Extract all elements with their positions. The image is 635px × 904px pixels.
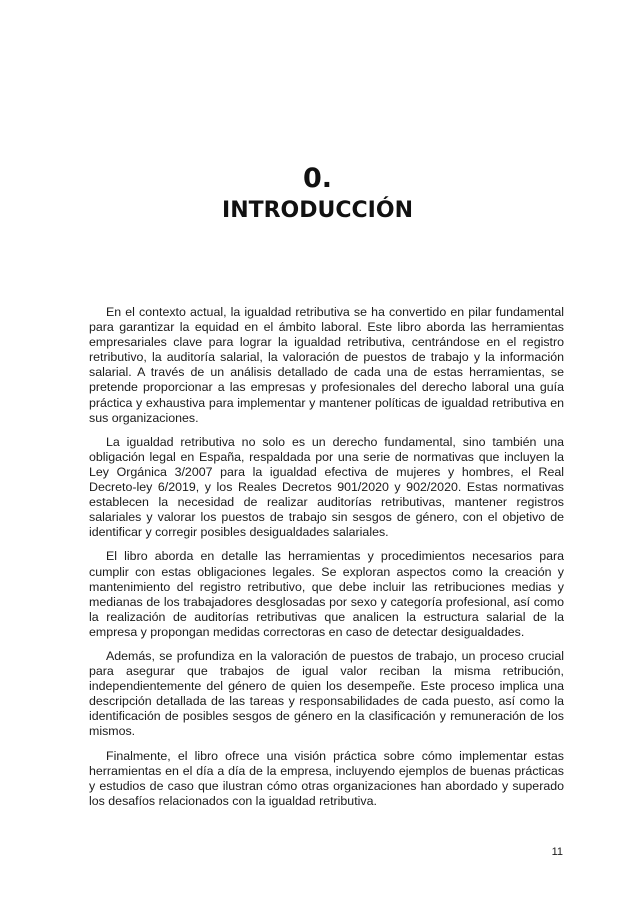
paragraph: El libro aborda en detalle las herramientas y procedimientos necesarios para cumplir con estas obligaciones legales. Se exploran aspectos como la creación y mantenimiento del registro retributivo, que debe incluir las retribuciones medias y medianas de los trabajadores desglosadas por sexo y categoría profesional, así como la realización de auditorías retributivas que analicen la estructura salarial de la empresa y propongan medidas correctoras en caso de detectar desigualdades. bbox=[89, 549, 564, 639]
paragraph: La igualdad retributiva no solo es un derecho fundamental, sino también una obligación legal en España, respaldada por una serie de normativas que incluyen la Ley Orgánica 3/2007 para la igualdad efectiva de mujeres y hombres, el Real Decreto-ley 6/2019, y los Reales Decretos 901/2020 y 902/2020. Estas normativas establecen la necesidad de realizar auditorías retributivas, mantener registros salariales y valorar los puestos de trabajo sin sesgos de género, con el objetivo de identificar y corregir posibles desigualdades salariales. bbox=[89, 434, 564, 540]
chapter-title: INTRODUCCIÓN bbox=[222, 198, 413, 223]
chapter-number: 0. bbox=[302, 163, 333, 194]
paragraph: Finalmente, el libro ofrece una visión práctica sobre cómo implementar estas herramientas en el día a día de la empresa, incluyendo ejemplos de buenas prácticas y estudios de caso que ilustran cómo otras organizaciones han abordado y superado los desafíos relacionados con la igualdad retributiva. bbox=[89, 748, 564, 808]
paragraph: En el contexto actual, la igualdad retributiva se ha convertido en pilar fundamental para garantizar la equidad en el ámbito laboral. Este libro aborda las herramientas empresariales clave para lograr la igualdad retributiva, centrándose en el registro retributivo, la auditoría salarial, la valoración de puestos de trabajo y la información salarial. A través de un análisis detallado de cada una de estas herramientas, se pretende proporcionar a las empresas y profesionales del derecho laboral una guía práctica y exhaustiva para implementar y mantener políticas de igualdad retributiva en sus organizaciones. bbox=[89, 305, 564, 425]
paragraph: Además, se profundiza en la valoración de puestos de trabajo, un proceso crucial para asegurar que trabajos de igual valor reciban la misma retribución, independientemente del género de quien los desempeñe. Este proceso implica una descripción detallada de las tareas y responsabilidades de cada puesto, así como la identificación de posibles sesgos de género en la clasificación y remuneración de los mismos. bbox=[89, 648, 564, 739]
chapter-body bbox=[89, 305, 564, 818]
page-number: 11 bbox=[551, 846, 563, 858]
